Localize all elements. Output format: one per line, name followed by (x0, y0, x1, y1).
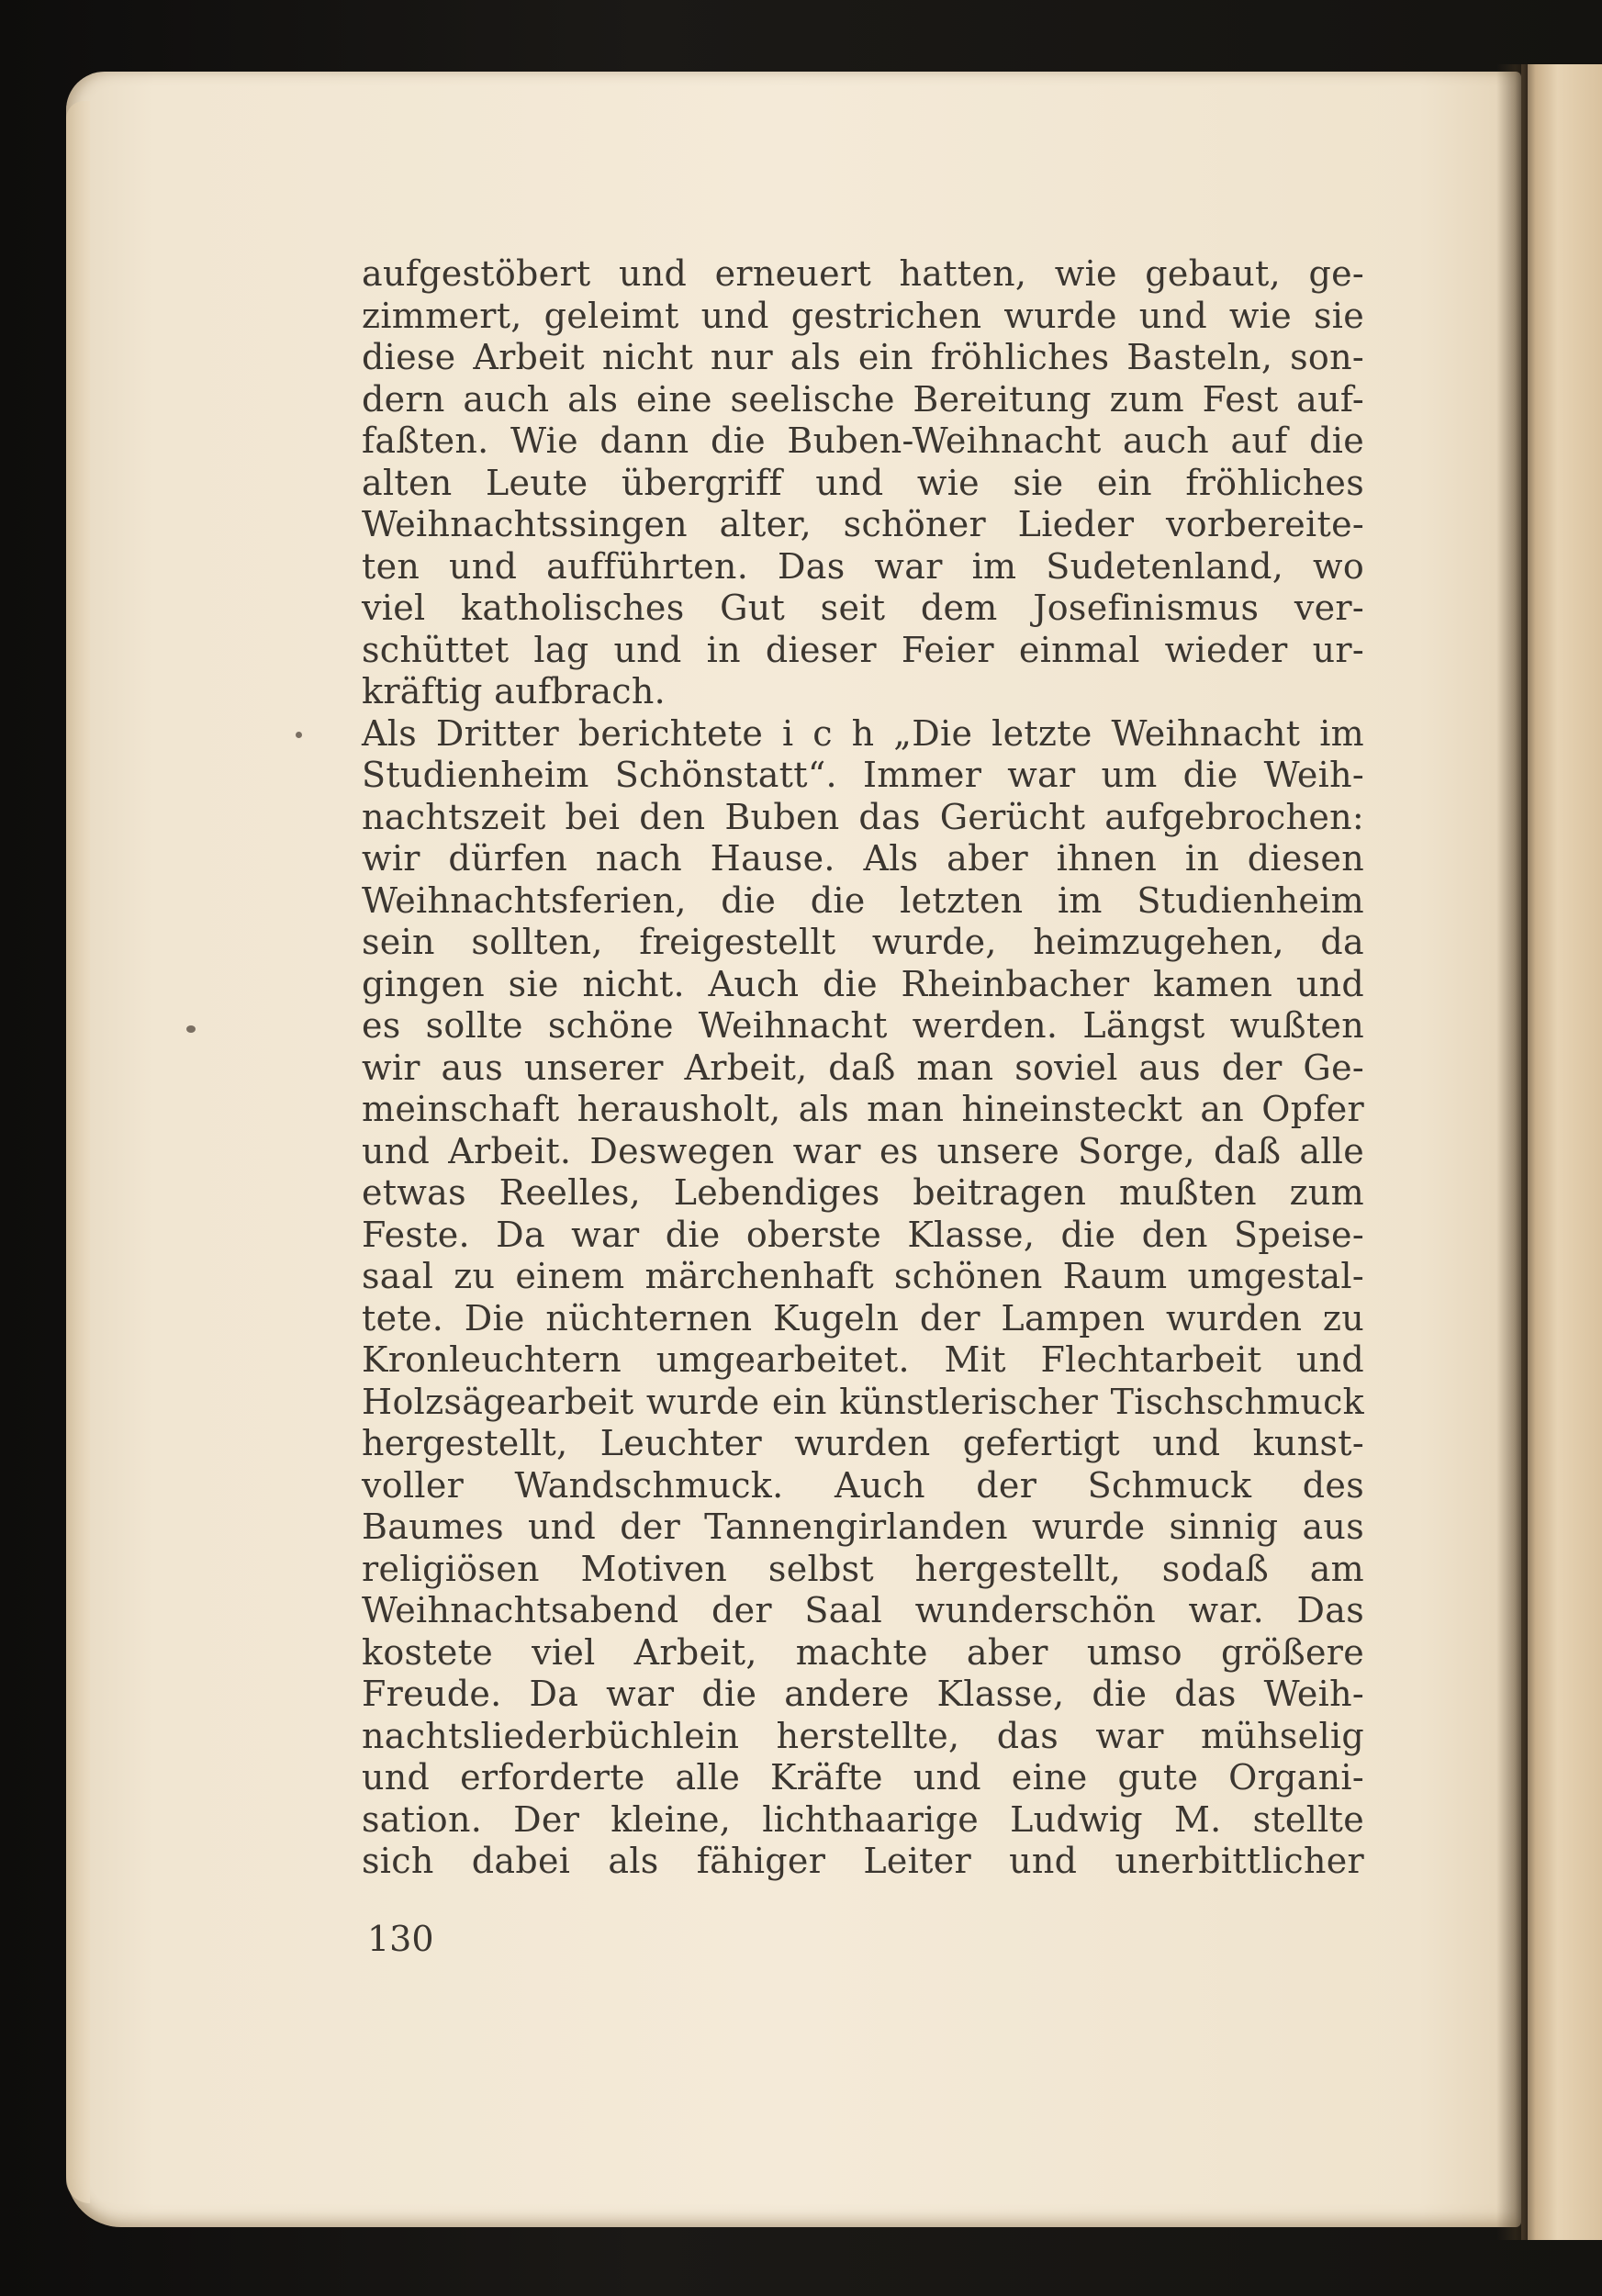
text-line: und Arbeit. Deswegen war es unsere Sorge, daß alle (362, 1130, 1364, 1171)
page-number: 130 (367, 1919, 434, 1959)
text-line: Freude. Da war die andere Klasse, die das Weih- (362, 1674, 1364, 1714)
text-line: etwas Reelles, Lebendiges beitragen mußten zum (362, 1172, 1364, 1213)
text-line: zimmert, geleimt und gestrichen wurde und wie sie (362, 295, 1364, 336)
text-line: meinschaft herausholt, als man hineinsteckt an Opfer (362, 1089, 1364, 1129)
text-line: tete. Die nüchternen Kugeln der Lampen wurden zu (362, 1297, 1364, 1338)
text-line: ten und aufführten. Das war im Sudetenland, wo (362, 545, 1364, 587)
body-text (362, 253, 1364, 1883)
text-line: Weihnachtsferien, die die letzten im Studienheim (362, 879, 1364, 921)
text-line: faßten. Wie dann die Buben-Weihnacht auch auf die (362, 420, 1364, 461)
text-line: Weihnachtssingen alter, schöner Lieder vorbereite- (362, 504, 1364, 544)
text-line: gingen sie nicht. Auch die Rheinbacher kamen und (362, 963, 1364, 1004)
text-line: Baumes und der Tannengirlanden wurde sinnig aus (362, 1506, 1364, 1547)
page-curl-left (66, 101, 90, 2203)
text-line: kostete viel Arbeit, machte aber umso größere (362, 1631, 1364, 1673)
text-line: viel katholisches Gut seit dem Josefinismus ver- (362, 588, 1364, 628)
book-gutter (1496, 64, 1528, 2240)
text-line: Feste. Da war die oberste Klasse, die den Speise- (362, 1214, 1364, 1255)
text-line: saal zu einem märchenhaft schönen Raum umgestal- (362, 1256, 1364, 1296)
text-line: kräftig aufbrach. (362, 671, 667, 711)
text-line: Studienheim Schönstatt“. Immer war um die Weih- (362, 755, 1364, 795)
text-line: voller Wandschmuck. Auch der Schmuck des (362, 1464, 1364, 1506)
text-line: es sollte schöne Weihnacht werden. Längst wußten (362, 1005, 1364, 1046)
text-line: sein sollten, freigestellt wurde, heimzugehen, da (362, 922, 1364, 962)
text-line: schüttet lag und in dieser Feier einmal wieder ur- (362, 629, 1364, 670)
ink-speck (296, 732, 302, 738)
text-line: wir aus unserer Arbeit, daß man soviel aus der Ge- (362, 1047, 1364, 1088)
text-line: Weihnachtsabend der Saal wunderschön war. Das (362, 1590, 1364, 1630)
text-line: Holzsägearbeit wurde ein künstlerischer Tischschmuck (362, 1381, 1364, 1422)
text-line: wir dürfen nach Hause. Als aber ihnen in diesen (362, 838, 1364, 879)
adjacent-page-edge (1521, 64, 1602, 2240)
text-line: aufgestöbert und erneuert hatten, wie gebaut, ge- (362, 253, 1364, 294)
text-line: nachtsliederbüchlein herstellte, das war mühselig (362, 1715, 1364, 1756)
text-line: alten Leute übergriff und wie sie ein fröhliches (362, 462, 1364, 503)
text-line: Als Dritter berichtete i c h „Die letzte Weihnacht im (362, 712, 1364, 754)
text-line: und erforderte alle Kräfte und eine gute Organi- (362, 1757, 1364, 1798)
text-line: dern auch als eine seelische Bereitung zum Fest auf- (362, 378, 1364, 420)
text-line: Kronleuchtern umgearbeitet. Mit Flechtarbeit und (362, 1339, 1364, 1380)
ink-speck (186, 1025, 196, 1033)
text-line: nachtszeit bei den Buben das Gerücht aufgebrochen: (362, 796, 1364, 837)
text-line: sich dabei als fähiger Leiter und unerbittlicher (362, 1841, 1364, 1881)
text-line: hergestellt, Leuchter wurden gefertigt und kunst- (362, 1423, 1364, 1463)
text-line: sation. Der kleine, lichthaarige Ludwig M. stellte (362, 1798, 1364, 1840)
text-line: religiösen Motiven selbst hergestellt, sodaß am (362, 1548, 1364, 1589)
text-line: diese Arbeit nicht nur als ein fröhliches Basteln, son- (362, 337, 1364, 377)
